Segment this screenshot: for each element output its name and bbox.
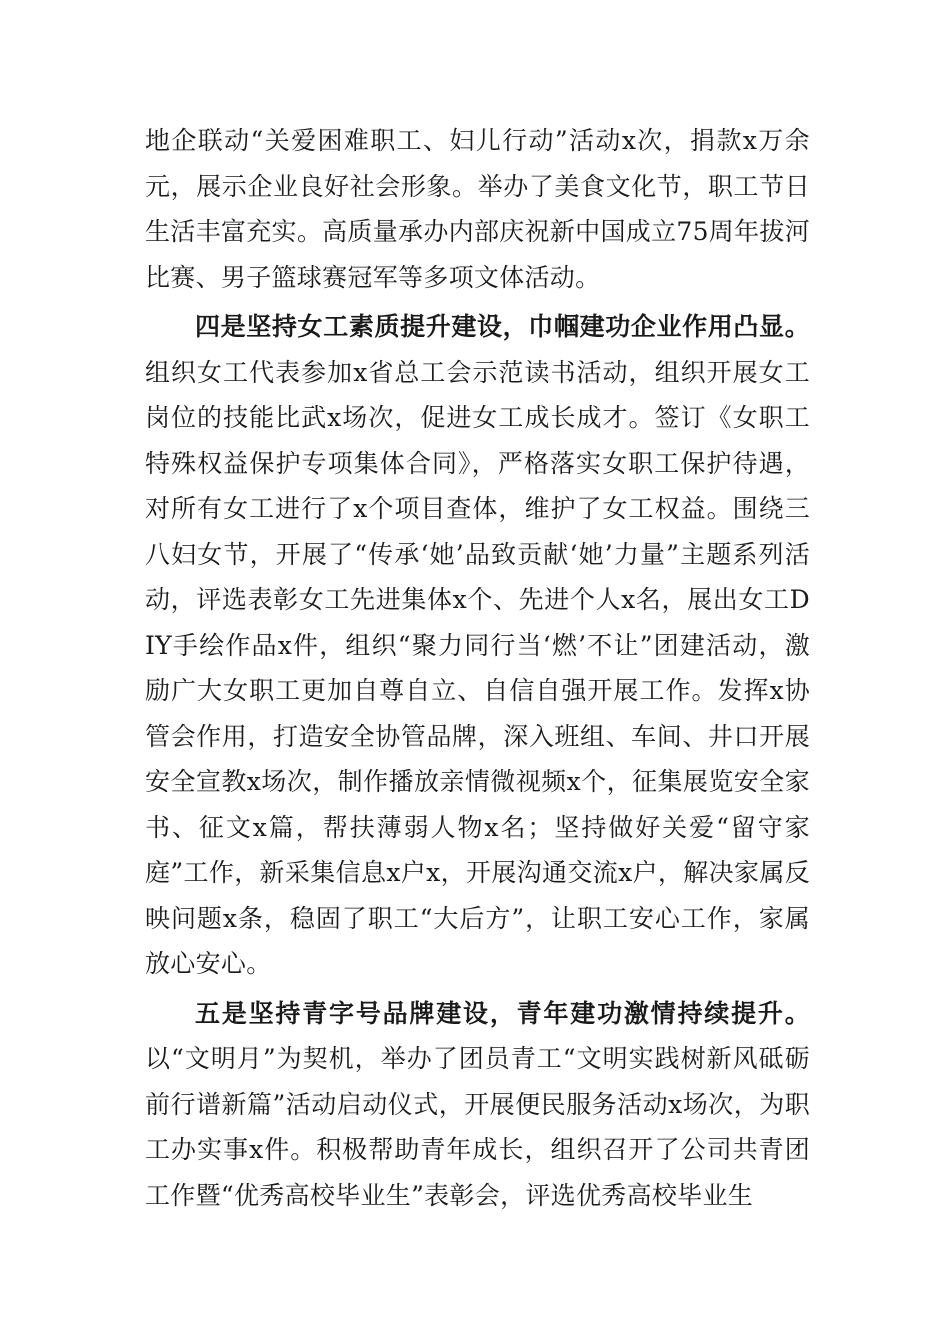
- paragraph-women-workers: [145, 304, 810, 987]
- paragraph-heading: 五是坚持青字号品牌建设，青年建功激情持续提升。: [195, 998, 810, 1028]
- paragraph-heading: 四是坚持女工素质提升建设，巾帼建功企业作用凸显。: [195, 312, 810, 341]
- paragraph-youth-brand: [145, 991, 810, 1219]
- paragraph-text: 地企联动“关爱困难职工、妇儿行动”活动x次，捐款x万余元，展示企业良好社会形象。举办了美食文化节，职工节日生活丰富充实。高质量承办内部庆祝新中国成立75周年拔河比赛、男子篮球赛冠军等多项文体活动。: [145, 126, 810, 292]
- paragraph-text: 以“文明月”为契机，举办了团员青工“文明实践树新风砥砺前行谱新篇”活动启动仪式，开展便民服务活动x场次，为职工办实事x件。积极帮助青年成长，组织召开了公司共青团工作暨“优秀高校毕业生”表彰会，评选优秀高校毕业生: [145, 1044, 810, 1210]
- document-body: [145, 118, 810, 1218]
- paragraph-text: 组织女工代表参加x省总工会示范读书活动，组织开展女工岗位的技能比武x场次，促进女工成长成才。签订《女职工特殊权益保护专项集体合同》，严格落实女职工保护待遇，对所有女工进行了x个项目查体，维护了女工权益。围绕三八妇女节，开展了“传承‘她’品致贡献‘她’力量”主题系列活动，评选表彰女工先进集体x个、先进个人x名，展出女工DIY手绘作品x件，组织“聚力同行当‘燃’不让”团建活动，激励广大女职工更加自尊自立、自信自强开展工作。发挥x协管会作用，打造安全协管品牌，深入班组、车间、井口开展安全宣教x场次，制作播放亲情微视频x个，征集展览安全家书、征文x篇，帮扶薄弱人物x名；坚持做好关爱“留守家庭”工作，新采集信息x户x，开展沟通交流x户，解决家属反映问题x条，稳固了职工“大后方”，让职工安心工作，家属放心安心。: [145, 357, 810, 978]
- paragraph-continuation: [145, 118, 810, 300]
